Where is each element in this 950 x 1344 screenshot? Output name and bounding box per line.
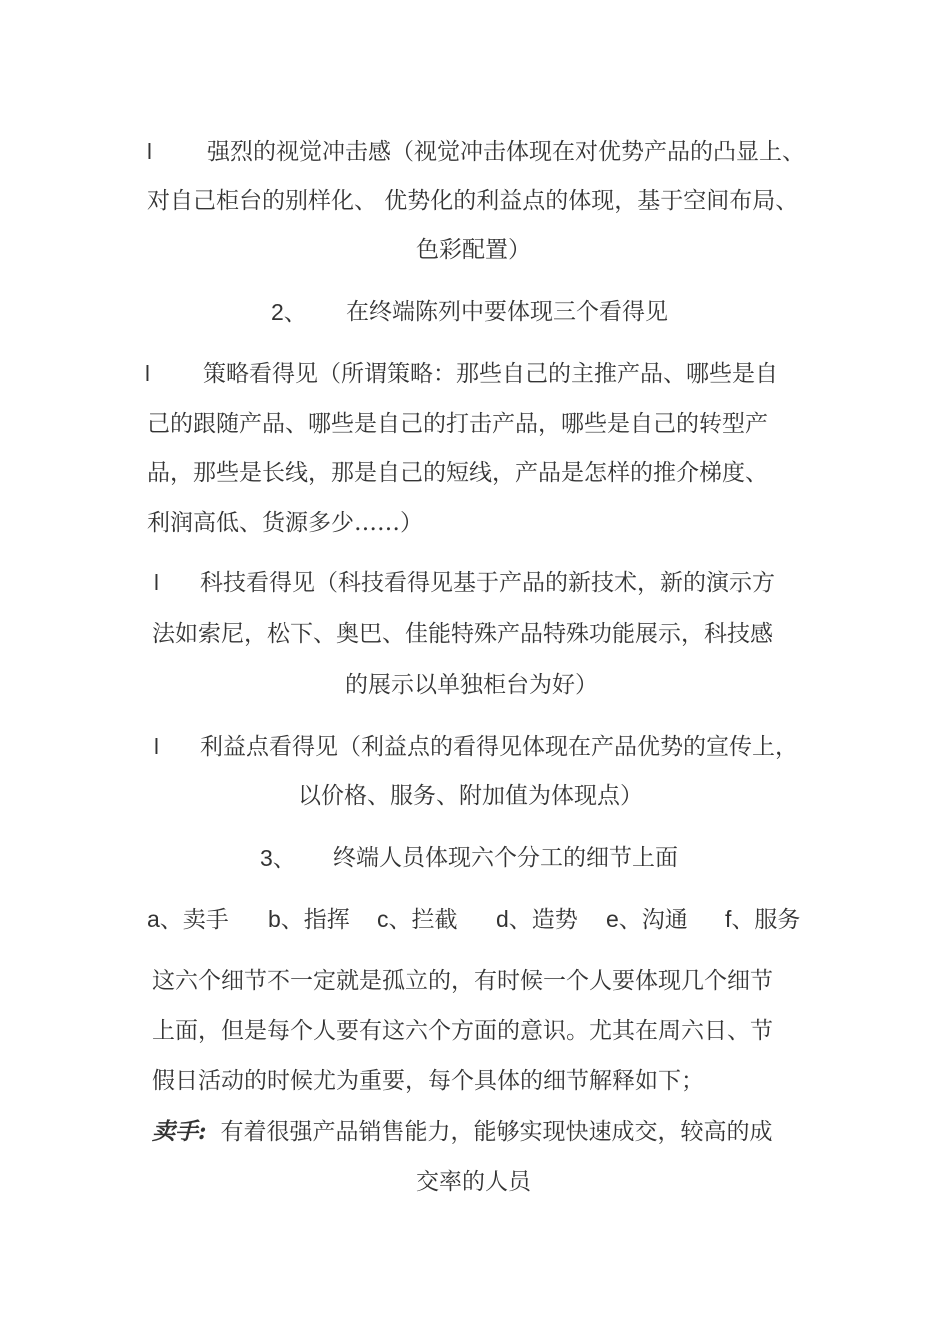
paragraph-line: 法如索尼，松下、奥巴、佳能特殊产品特殊功能展示，科技感 xyxy=(152,621,773,647)
role-letter: d xyxy=(496,906,509,932)
paragraph-line: 策略看得见（所谓策略：那些自己的主推产品、哪些是自 xyxy=(203,361,778,387)
role-item-a xyxy=(147,903,229,936)
bullet-marker: l xyxy=(154,734,159,759)
bullet-marker: l xyxy=(147,139,152,164)
section-heading: 终端人员体现六个分工的细节上面 xyxy=(333,845,678,871)
paragraph-line: 色彩配置） xyxy=(416,237,531,263)
role-item-b xyxy=(268,903,350,936)
role-label: 、沟通 xyxy=(618,907,688,933)
role-letter: e xyxy=(606,906,619,932)
paragraph-line: 假日活动的时候尤为重要，每个具体的细节解释如下； xyxy=(152,1068,704,1094)
bullet-marker: l xyxy=(145,361,150,386)
role-label: 、卖手 xyxy=(159,907,229,933)
role-item-c xyxy=(377,903,458,936)
paragraph-line: 己的跟随产品、哪些是自己的打击产品，哪些是自己的转型产 xyxy=(147,411,768,437)
role-label: 、指挥 xyxy=(280,907,350,933)
role-item-d xyxy=(496,903,578,936)
role-letter: b xyxy=(268,906,281,932)
paragraph-line: 的展示以单独柜台为好） xyxy=(345,672,598,698)
paragraph-line: 以价格、服务、附加值为体现点） xyxy=(298,783,643,809)
bullet-marker: l xyxy=(154,570,159,595)
role-letter: a xyxy=(147,906,160,932)
paragraph-line: 这六个细节不一定就是孤立的，有时候一个人要体现几个细节 xyxy=(152,968,773,994)
paragraph-line: 利润高低、货源多少……） xyxy=(147,510,423,536)
paragraph-line: 品，那些是长线，那是自己的短线，产品是怎样的推介梯度、 xyxy=(147,460,768,486)
definition-colon: : xyxy=(198,1118,207,1145)
section-number: 3、 xyxy=(260,845,296,871)
role-item-e xyxy=(606,903,688,936)
paragraph-line: 对自己柜台的别样化、 优势化的利益点的体现，基于空间布局、 xyxy=(147,188,799,214)
paragraph-line: 科技看得见（科技看得见基于产品的新技术，新的演示方 xyxy=(200,570,775,596)
role-letter: c xyxy=(377,906,389,932)
section-heading: 在终端陈列中要体现三个看得见 xyxy=(346,299,668,325)
paragraph-line: 利益点看得见（利益点的看得见体现在产品优势的宣传上， xyxy=(200,734,798,760)
role-label: 、造势 xyxy=(508,907,578,933)
role-item-f xyxy=(725,903,800,936)
paragraph-line: 强烈的视觉冲击感（视觉冲击体现在对优势产品的凸显上、 xyxy=(207,139,805,165)
paragraph-line: 上面，但是每个人要有这六个方面的意识。尤其在周六日、节 xyxy=(152,1018,773,1044)
definition-line xyxy=(152,1116,773,1148)
definition-text: 有着很强产品销售能力，能够实现快速成交，较高的成 xyxy=(220,1119,773,1145)
section-number: 2、 xyxy=(271,299,307,325)
role-label: 、服务 xyxy=(731,907,801,933)
definition-term: 卖手 xyxy=(152,1118,198,1145)
role-letter: f xyxy=(725,906,732,932)
role-label: 、拦截 xyxy=(388,907,458,933)
paragraph-line: 交率的人员 xyxy=(416,1169,531,1195)
